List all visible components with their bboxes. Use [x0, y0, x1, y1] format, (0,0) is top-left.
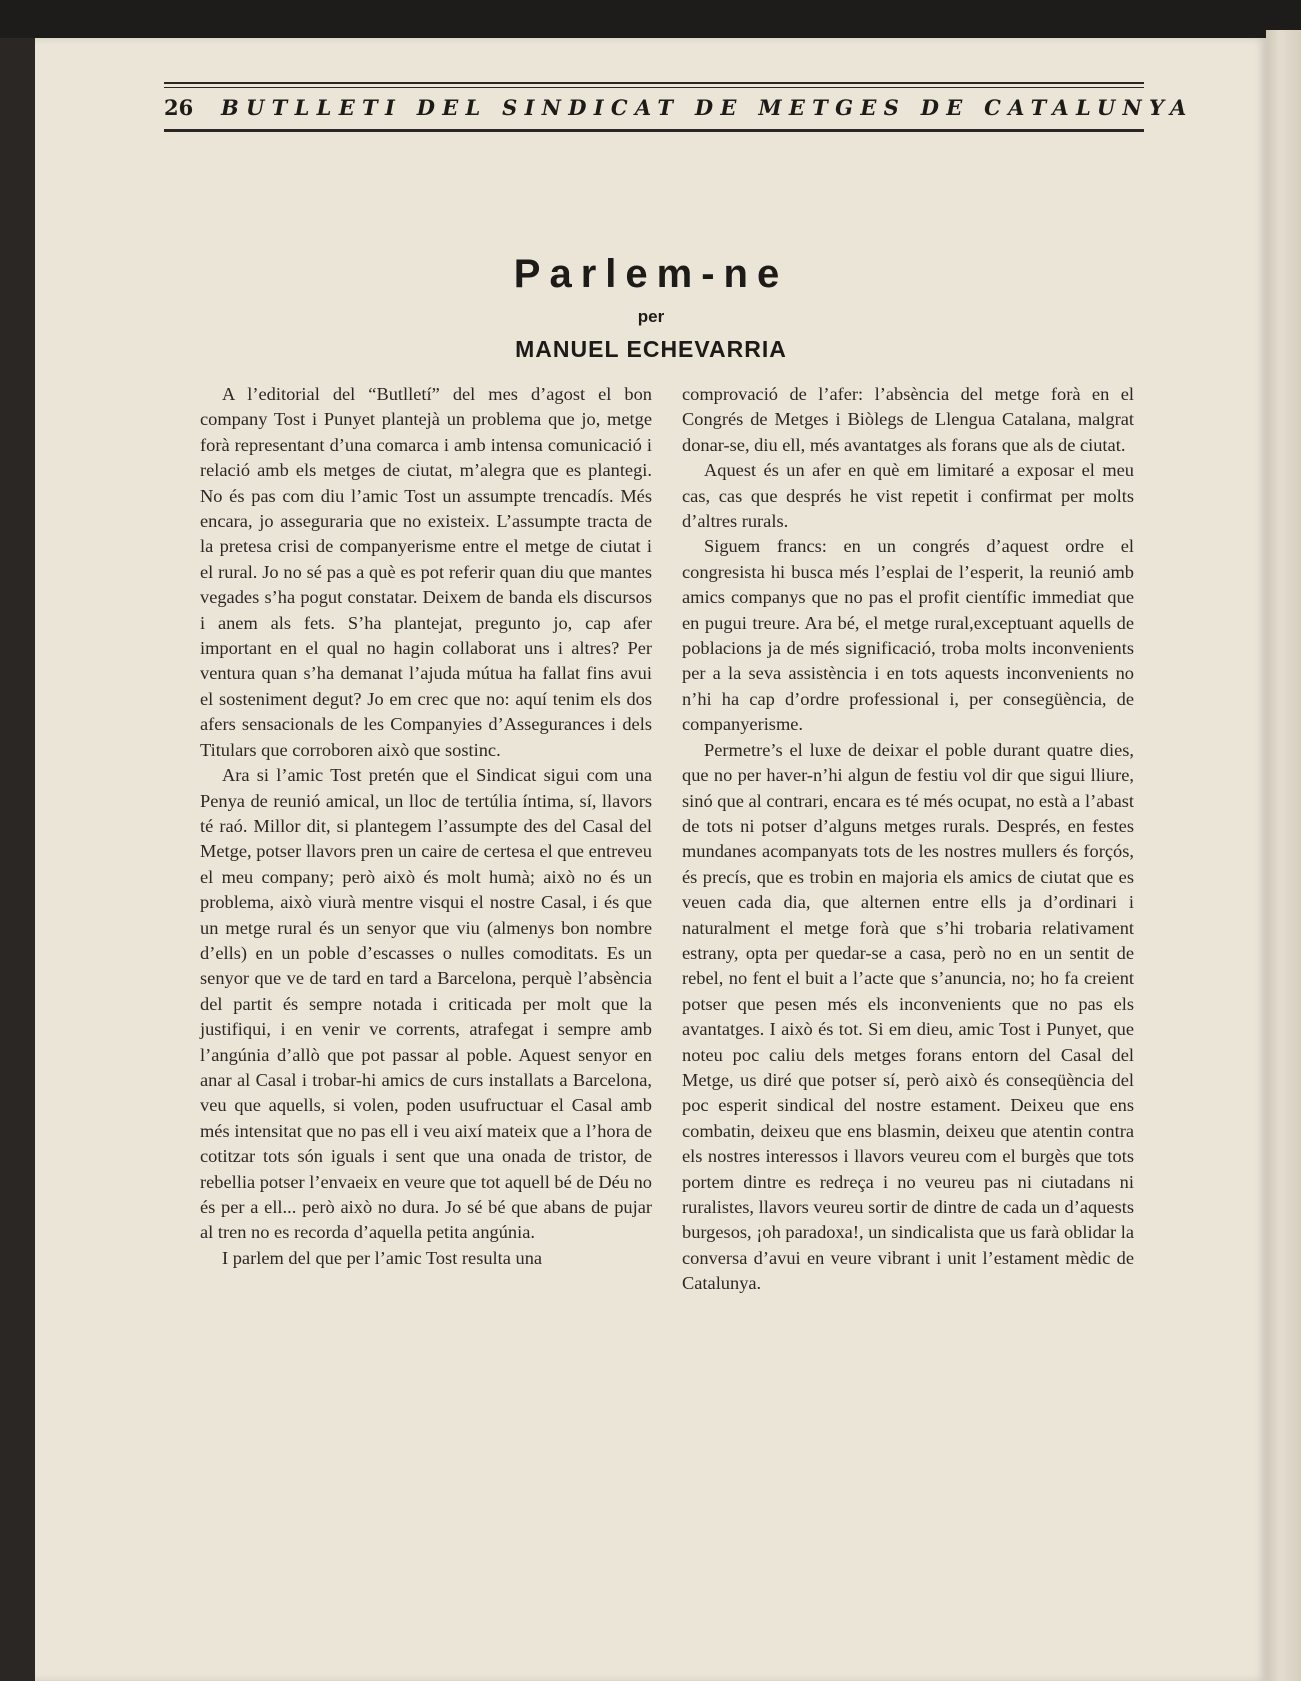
paragraph: A l’editorial del “Butlletí” del mes d’agost el bon company Tost i Punyet plantejà un problema que jo, metge forà representant d’una comarca i amb intensa comunicació i relació amb els metges de ciutat, m’alegra que es plantegi. No és pas com diu l’amic Tost un assumpte trencadís. Més encara, jo asseguraria que no existeix. L’assumpte tracta de la pretesa crisi de companyerisme entre el metge de ciutat i el rural. Jo no sé pas a què es pot referir quan diu que mantes vegades s’ha pogut constatar. Deixem de banda els discursos i anem als fets. S’ha plantejat, pregunto jo, cap afer important en el qual no hagin collaborat uns i altres? Per ventura quan s’ha demanat l’ajuda mútua ha fallat fins avui el sosteniment degut? Jo em crec que no: aquí tenim els dos afers sensacionals de les Companyies d’Assegurances i dels Titulars que corroboren això que sostinc.: [200, 384, 652, 760]
running-header: [164, 82, 1194, 132]
article-author: MANUEL ECHEVARRIA: [515, 336, 787, 362]
right-column: [682, 382, 1134, 1297]
paragraph: I parlem del que per l’amic Tost resulta una: [222, 1247, 543, 1268]
paragraph: Aquest és un afer en què em limitaré a exposar el meu cas, cas que després he vist repetit i confirmat per molts d’altres rurals.: [682, 460, 1134, 532]
paragraph: Siguem francs: en un congrés d’aquest ordre el congresista hi busca més l’esplai de l’esperit, la reunió amb amics companys que no pas el profit científic immediat que en pugui treure. Ara bé, el metge rural,exceptuant aquells de poblacions ja de més significació, troba molts inconvenients per a la seva assistència i en tots aquests inconvenients no n’hi ha cap d’ordre professional i, per consegüència, de companyerisme.: [682, 536, 1134, 735]
scan-top-border: [0, 0, 1301, 38]
paragraph: comprovació de l’afer: l’absència del metge forà en el Congrés de Metges i Biòlegs de Llengua Catalana, malgrat donar-se, diu ell, més avantatges als forans que als de ciutat.: [682, 384, 1134, 455]
byline-prefix: per: [637, 307, 665, 326]
header-rule-top: [164, 82, 1144, 84]
header-rule-bottom: [164, 130, 1144, 132]
paragraph: Ara si l’amic Tost pretén que el Sindicat sigui com una Penya de reunió amical, un lloc de tertúlia íntima, sí, llavors té raó. Millor dit, si plantegem l’assumpte des del Casal del Metge, potser llavors pren un caire de certesa el que entreveu el meu company; però això és molt humà; això no és un problema, això viurà mentre visqui el nostre Casal, i és que un metge rural és un senyor que viu (almenys bon nombre d’ells) en un poble d’escasses o nulles comoditats. Es un senyor que ve de tard en tard a Barcelona, perquè l’absència del partit és sempre notada i criticada per molt que la justifiqui, i en venir ve corrents, atrafegat i sempre amb l’angúnia d’allò que pot passar al poble. Aquest senyor en anar al Casal i trobar-hi amics de curs installats a Barcelona, veu que aquells, si volen, poden usufructuar el Casal amb més intensitat que no pas ell i veu així mateix que a l’hora de cotitzar tots són iguals i sent que una onada de tristor, de rebellia potser l’envaeix en veure que tot aquell bé de Déu no és per a ell... però això no dura. Jo sé bé que abans de pujar al tren no es recorda d’aquella petita angúnia.: [200, 765, 652, 1243]
header-row: [164, 88, 1194, 126]
journal-title: BUTLLETI DEL SINDICAT DE METGES DE CATALUNYA: [221, 95, 1194, 120]
page-number: 26: [164, 95, 194, 120]
article-title: Parlem-ne: [513, 252, 789, 296]
left-column: [200, 382, 652, 1271]
next-page-edge: [1266, 30, 1301, 1681]
paragraph: Permetre’s el luxe de deixar el poble durant quatre dies, que no per haver-n’hi algun de festiu vol dir que sigui lliure, sinó que al contrari, encara es té més ocupat, no està a l’abast de tots ni potser d’alguns metges rurals. Després, en festes mundanes acompanyats tots de les nostres mullers és forçós, és precís, que es trobin en majoria els amics de ciutat que es veuen cada dia, que alternen entre ells ja d’ordinari i naturalment el metge forà que s’hi trobaria relativament estrany, opta per quedar-se a casa, però no en un sentit de rebel, no fent el buit a l’acte que s’anuncia, no; ho fa creient potser que pesen més els inconvenients que no pas els avantatges. I això és tot. Si em dieu, amic Tost i Punyet, que noteu poc caliu dels metges forans entorn del Casal del Metge, us diré que potser sí, però això és conseqüència del poc esperit sindical del nostre estament. Deixeu que ens combatin, deixeu que ens blasmin, deixeu que atentin contra els nostres interessos i llavors veureu com el burgès que tots portem dintre es redreça i no veureu pas ni ciutadans ni ruralistes, llavors veureu sortir de dintre de cada un d’aquests burgesos, ¡oh paradoxa!, un sindicalista que us farà oblidar la conversa d’avui en veure vibrant i unit l’estament mèdic de Catalunya.: [682, 739, 1134, 1294]
